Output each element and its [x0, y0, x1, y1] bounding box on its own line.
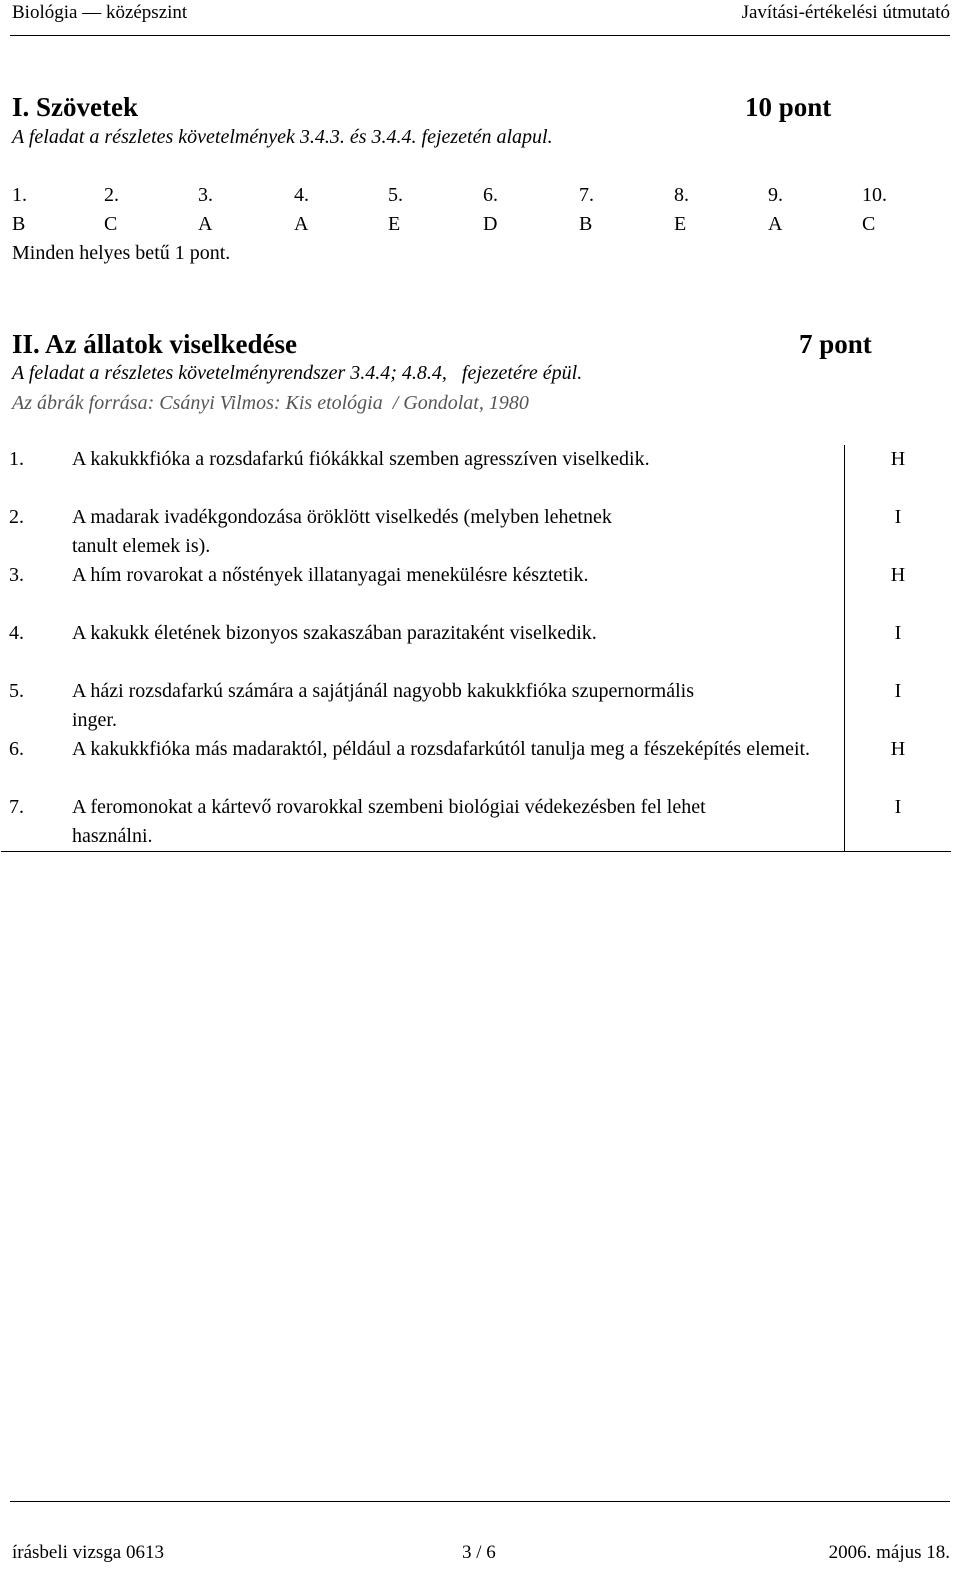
statement-answer: I [845, 677, 952, 735]
statement-number: 1. [9, 448, 24, 470]
header-subject: Biológia — középszint [12, 2, 188, 23]
statement-text: A hím rovarokat a nőstények illatanyagai menekülésre késztetik. [72, 564, 589, 586]
section2-source: Az ábrák forrása: Csányi Vilmos: Kis etológia / Gondolat, 1980 [12, 392, 529, 414]
answer-letter: C [104, 213, 118, 235]
answer-letter: E [388, 213, 401, 235]
statements-table [1, 445, 951, 852]
answer-letter: B [579, 213, 593, 235]
answer-letter: A [294, 213, 309, 235]
statement-answer: H [845, 561, 952, 619]
answer-letter: E [674, 213, 687, 235]
answer-number: 5. [388, 184, 403, 206]
table-row [1, 677, 951, 735]
answer-number: 1. [12, 184, 27, 206]
statement-text: A kakukkfióka más madaraktól, például a rozsdafarkútól tanulja meg a fészeképítés elemeit. [72, 738, 811, 760]
section2-points: 7 pont [799, 329, 872, 359]
table-row [1, 619, 951, 677]
statement-number: 7. [9, 796, 24, 818]
section2-note: A feladat a részletes követelményrendszer 3.4.4; 4.8.4, fejezetére épül. [12, 362, 583, 384]
answer-letter: B [12, 213, 26, 235]
statement-text: A házi rozsdafarkú számára a sajátjánál nagyobb kakukkfióka szupernormális inger. [72, 680, 694, 731]
statement-number: 6. [9, 738, 24, 760]
table-row [1, 735, 951, 793]
footer-page-number: 3 / 6 [462, 1542, 496, 1563]
statement-text: A kakukk életének bizonyos szakaszában parazitaként viselkedik. [72, 622, 597, 644]
answer-number: 8. [674, 184, 689, 206]
statement-text: A feromonokat a kártevő rovarokkal szembeni biológiai védekezésben fel lehet használni. [72, 796, 706, 847]
answer-letter: C [862, 213, 876, 235]
answer-letter: A [768, 213, 783, 235]
answer-number: 10. [862, 184, 887, 206]
statement-number: 5. [9, 680, 24, 702]
header-guide-title: Javítási-értékelési útmutató [741, 2, 950, 23]
section1-note: A feladat a részletes követelmények 3.4.3. és 3.4.4. fejezetén alapul. [12, 126, 553, 148]
section1-points: 10 pont [745, 92, 832, 122]
statement-number: 4. [9, 622, 24, 644]
header-rule [10, 35, 950, 36]
answer-letter: D [483, 213, 498, 235]
table-row [1, 445, 951, 503]
table-row [1, 793, 951, 852]
answer-number: 3. [198, 184, 213, 206]
statement-answer: I [845, 793, 952, 852]
statement-number: 2. [9, 506, 24, 528]
footer-exam-code: írásbeli vizsga 0613 [12, 1542, 164, 1563]
table-row [1, 561, 951, 619]
footer-date: 2006. május 18. [828, 1542, 950, 1563]
section1-title: I. Szövetek [12, 92, 138, 122]
section2-title: II. Az állatok viselkedése [12, 329, 298, 359]
answer-number: 9. [768, 184, 783, 206]
footer-rule [10, 1501, 950, 1502]
statement-text: A madarak ivadékgondozása öröklött viselkedés (melyben lehetnek tanult elemek is). [72, 506, 612, 557]
section1-scoring: Minden helyes betű 1 pont. [12, 242, 231, 264]
statement-answer: I [845, 619, 952, 677]
statement-answer: H [845, 735, 952, 793]
answer-number: 4. [294, 184, 309, 206]
answer-number: 7. [579, 184, 594, 206]
statement-text: A kakukkfióka a rozsdafarkú fiókákkal szemben agresszíven viselkedik. [72, 448, 650, 470]
table-row [1, 503, 951, 561]
statement-answer: I [845, 503, 952, 561]
answer-number: 6. [483, 184, 498, 206]
answer-letter: A [198, 213, 213, 235]
statement-number: 3. [9, 564, 24, 586]
answer-number: 2. [104, 184, 119, 206]
statement-answer: H [845, 445, 952, 503]
